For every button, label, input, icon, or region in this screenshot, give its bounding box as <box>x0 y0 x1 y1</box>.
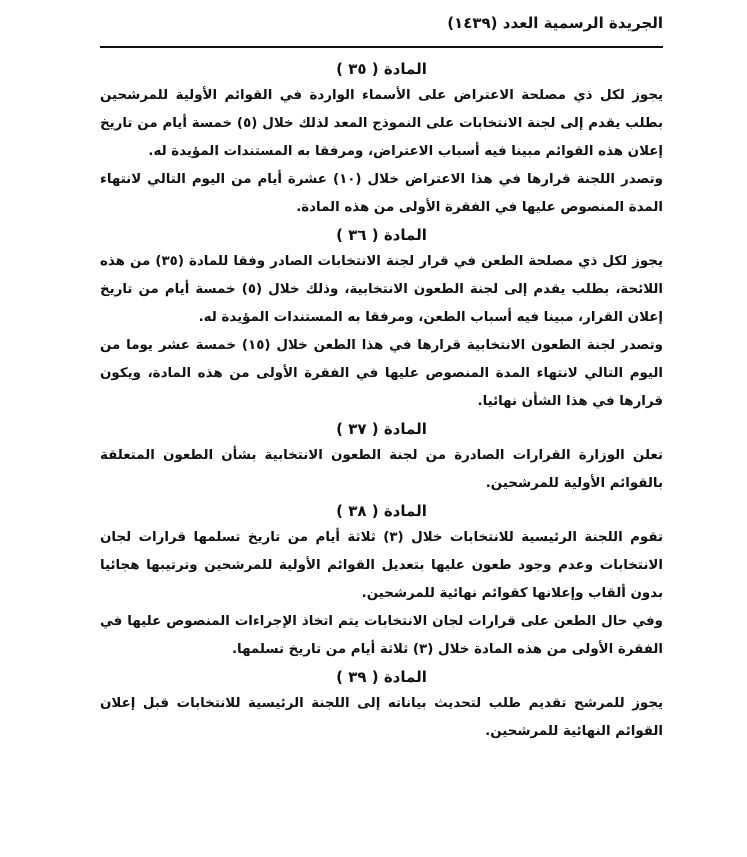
article-paragraph: وتصدر اللجنة قرارها في هذا الاعتراض خلال (١٠) عشرة أيام من اليوم التالي لانتهاء المدة المنصوص عليها في الفقرة الأولى من هذه المادة. <box>100 172 663 215</box>
article-title: المادة ( ٣٧ ) <box>336 420 427 438</box>
article-36 <box>100 222 663 416</box>
article-paragraph: يجوز للمرشح تقديم طلب لتحديث بياناته إلى اللجنة الرئيسية للانتخابات قبل إعلان القوائم النهائية للمرشحين. <box>100 696 663 739</box>
article-title: المادة ( ٣٥ ) <box>336 60 427 78</box>
article-paragraph: وتصدر لجنة الطعون الانتخابية قرارها في هذا الطعن خلال (١٥) خمسة عشر يوما من اليوم التالي لانتهاء المدة المنصوص عليها في الفقرة الأولى من هذه المادة، ويكون قرارها في هذا الشأن نهائيا. <box>100 338 663 409</box>
article-35 <box>100 56 663 222</box>
article-paragraph: يجوز لكل ذي مصلحة الاعتراض على الأسماء الواردة في القوائم الأولية للمرشحين بطلب يقدم إلى لجنة الانتخابات على النموذج المعد لذلك خلال (٥) خمسة أيام من تاريخ إعلان هذه القوائم مبينا فيه أسباب الاعتراض، ومرفقا به المستندات المؤيدة له. <box>100 88 663 159</box>
article-title: المادة ( ٣٦ ) <box>336 226 427 244</box>
article-39 <box>100 664 663 746</box>
article-paragraph: وفي حال الطعن على قرارات لجان الانتخابات يتم اتخاذ الإجراءات المنصوص عليها في الفقرة الأولى من هذه المادة خلال (٣) ثلاثة أيام من تاريخ تسلمها. <box>100 614 663 657</box>
page-header <box>100 14 663 32</box>
article-paragraph: تعلن الوزارة القرارات الصادرة من لجنة الطعون الانتخابية بشأن الطعون المتعلقة بالقوائم الأولية للمرشحين. <box>100 448 663 491</box>
article-38 <box>100 498 663 664</box>
article-paragraph: تقوم اللجنة الرئيسية للانتخابات خلال (٣) ثلاثة أيام من تاريخ تسلمها قرارات لجان الانتخابات وعدم وجود طعون عليها بتعديل القوائم الأولية للمرشحين وترتيبها هجائيا بدون ألقاب وإعلانها كقوائم نهائية للمرشحين. <box>100 530 663 601</box>
article-37 <box>100 416 663 498</box>
document-body <box>100 56 663 746</box>
header-title: الجريدة الرسمية العدد (١٤٣٩) <box>447 14 663 32</box>
article-title: المادة ( ٣٨ ) <box>336 502 427 520</box>
article-title: المادة ( ٣٩ ) <box>336 668 427 686</box>
header-divider <box>100 46 663 48</box>
article-paragraph: يجوز لكل ذي مصلحة الطعن في قرار لجنة الانتخابات الصادر وفقا للمادة (٣٥) من هذه اللائحة، بطلب يقدم إلى لجنة الطعون الانتخابية، وذلك خلال (٥) خمسة أيام من تاريخ إعلان القرار، مبينا فيه أسباب الطعن، ومرفقا به المستندات المؤيدة له. <box>100 254 664 325</box>
